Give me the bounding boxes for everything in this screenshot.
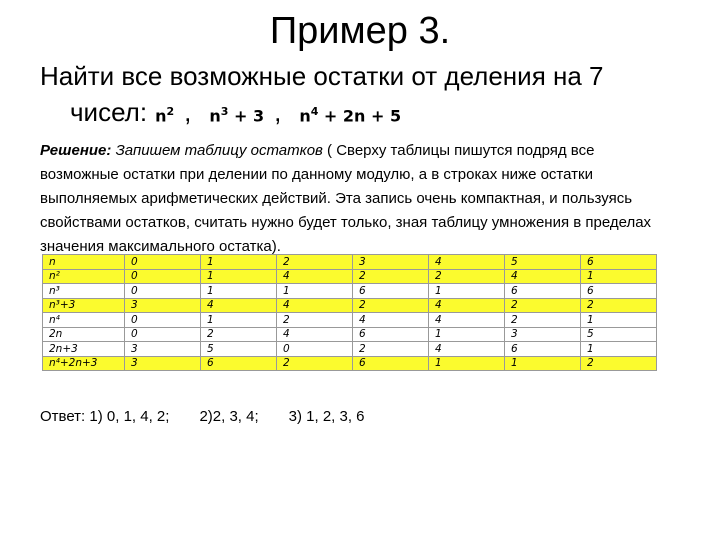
comma-separator: ,	[274, 97, 282, 128]
table-cell: 5	[581, 327, 657, 342]
answer-line	[40, 408, 365, 425]
row-label: n²	[43, 269, 125, 284]
table-cell: 2	[277, 255, 353, 270]
table-cell: 1	[581, 342, 657, 357]
row-label: n	[43, 255, 125, 270]
row-label: n³	[43, 284, 125, 299]
row-label: n³+3	[43, 298, 125, 313]
row-label: 2n+3	[43, 342, 125, 357]
table-cell: 4	[429, 313, 505, 328]
table-cell: 6	[505, 284, 581, 299]
formula-1: $n^2$	[155, 105, 175, 126]
table-cell: 4	[353, 313, 429, 328]
task-line-1: Найти все возможные остатки от деления на 7	[40, 61, 604, 91]
table-cell: 3	[505, 327, 581, 342]
table-cell: 1	[429, 284, 505, 299]
row-label: 2n	[43, 327, 125, 342]
table-cell: 6	[353, 284, 429, 299]
table-cell: 4	[429, 298, 505, 313]
table-cell: 0	[125, 327, 201, 342]
table-row	[43, 284, 657, 299]
table-row	[43, 298, 657, 313]
table-cell: 6	[581, 255, 657, 270]
table-cell: 0	[125, 255, 201, 270]
table-row	[43, 342, 657, 357]
table-row	[43, 255, 657, 270]
task-line-2-prefix: чисел:	[70, 97, 148, 128]
table-row	[43, 313, 657, 328]
table-cell: 0	[125, 269, 201, 284]
remainders-table	[42, 254, 657, 371]
table-cell: 6	[581, 284, 657, 299]
solution-lead: Решение:	[40, 142, 112, 159]
table-cell: 2	[277, 313, 353, 328]
task-statement	[40, 58, 710, 134]
comma-separator: ,	[184, 97, 192, 128]
table-cell: 0	[125, 313, 201, 328]
table-cell: 2	[505, 298, 581, 313]
table-cell: 4	[277, 327, 353, 342]
solution-paragraph	[40, 139, 670, 259]
table-cell: 2	[353, 298, 429, 313]
slide-title: Пример 3.	[269, 10, 451, 52]
table-cell: 2	[277, 356, 353, 371]
table-cell: 1	[581, 313, 657, 328]
table-cell: 5	[201, 342, 277, 357]
solution-text: ( Сверху таблицы пишутся подряд все возможные остатки при делении по данному модулю, а в строках ниже остатки выполняемых арифметических действий. Эта запись очень компактная, и пользуясь свойствами остатков, считать нужно будет только, зная таблицу умножения в пределах значения максимального остатка).	[40, 142, 652, 255]
table-cell: 1	[581, 269, 657, 284]
table-cell: 6	[201, 356, 277, 371]
table-cell: 2	[353, 342, 429, 357]
table-cell: 1	[429, 327, 505, 342]
table-row	[43, 356, 657, 371]
table-cell: 1	[505, 356, 581, 371]
row-label: n⁴	[43, 313, 125, 328]
table-cell: 4	[429, 342, 505, 357]
table-cell: 3	[125, 298, 201, 313]
table-cell: 1	[277, 284, 353, 299]
table-cell: 2	[201, 327, 277, 342]
table-cell: 0	[125, 284, 201, 299]
table-cell: 4	[429, 255, 505, 270]
table-cell: 0	[277, 342, 353, 357]
table-cell: 3	[125, 356, 201, 371]
answer-part-3: 3) 1, 2, 3, 6	[288, 408, 365, 425]
table-cell: 4	[505, 269, 581, 284]
answer-part-2: 2)2, 3, 4;	[199, 408, 259, 425]
table-cell: 2	[429, 269, 505, 284]
table-cell: 3	[125, 342, 201, 357]
table-cell: 4	[201, 298, 277, 313]
table-cell: 2	[581, 298, 657, 313]
table-cell: 1	[201, 313, 277, 328]
table-cell: 2	[581, 356, 657, 371]
formula-3: $n^4 + 2n + 5$	[299, 105, 402, 126]
table-cell: 4	[277, 298, 353, 313]
answer-part-1: Ответ: 1) 0, 1, 4, 2;	[40, 408, 170, 425]
task-line-2	[40, 94, 710, 134]
table-cell: 1	[201, 269, 277, 284]
table-cell: 3	[353, 255, 429, 270]
table-cell: 4	[277, 269, 353, 284]
table-cell: 1	[201, 255, 277, 270]
table-cell: 6	[505, 342, 581, 357]
table-cell: 1	[429, 356, 505, 371]
table-row	[43, 269, 657, 284]
table-cell: 2	[353, 269, 429, 284]
table-cell: 6	[353, 356, 429, 371]
row-label: n⁴+2n+3	[43, 356, 125, 371]
formula-2: $n^3 + 3$	[209, 105, 265, 126]
table-cell: 6	[353, 327, 429, 342]
table-cell: 2	[505, 313, 581, 328]
table-cell: 1	[201, 284, 277, 299]
table-cell: 5	[505, 255, 581, 270]
table-row	[43, 327, 657, 342]
solution-italic: Запишем таблицу остатков	[115, 142, 323, 159]
